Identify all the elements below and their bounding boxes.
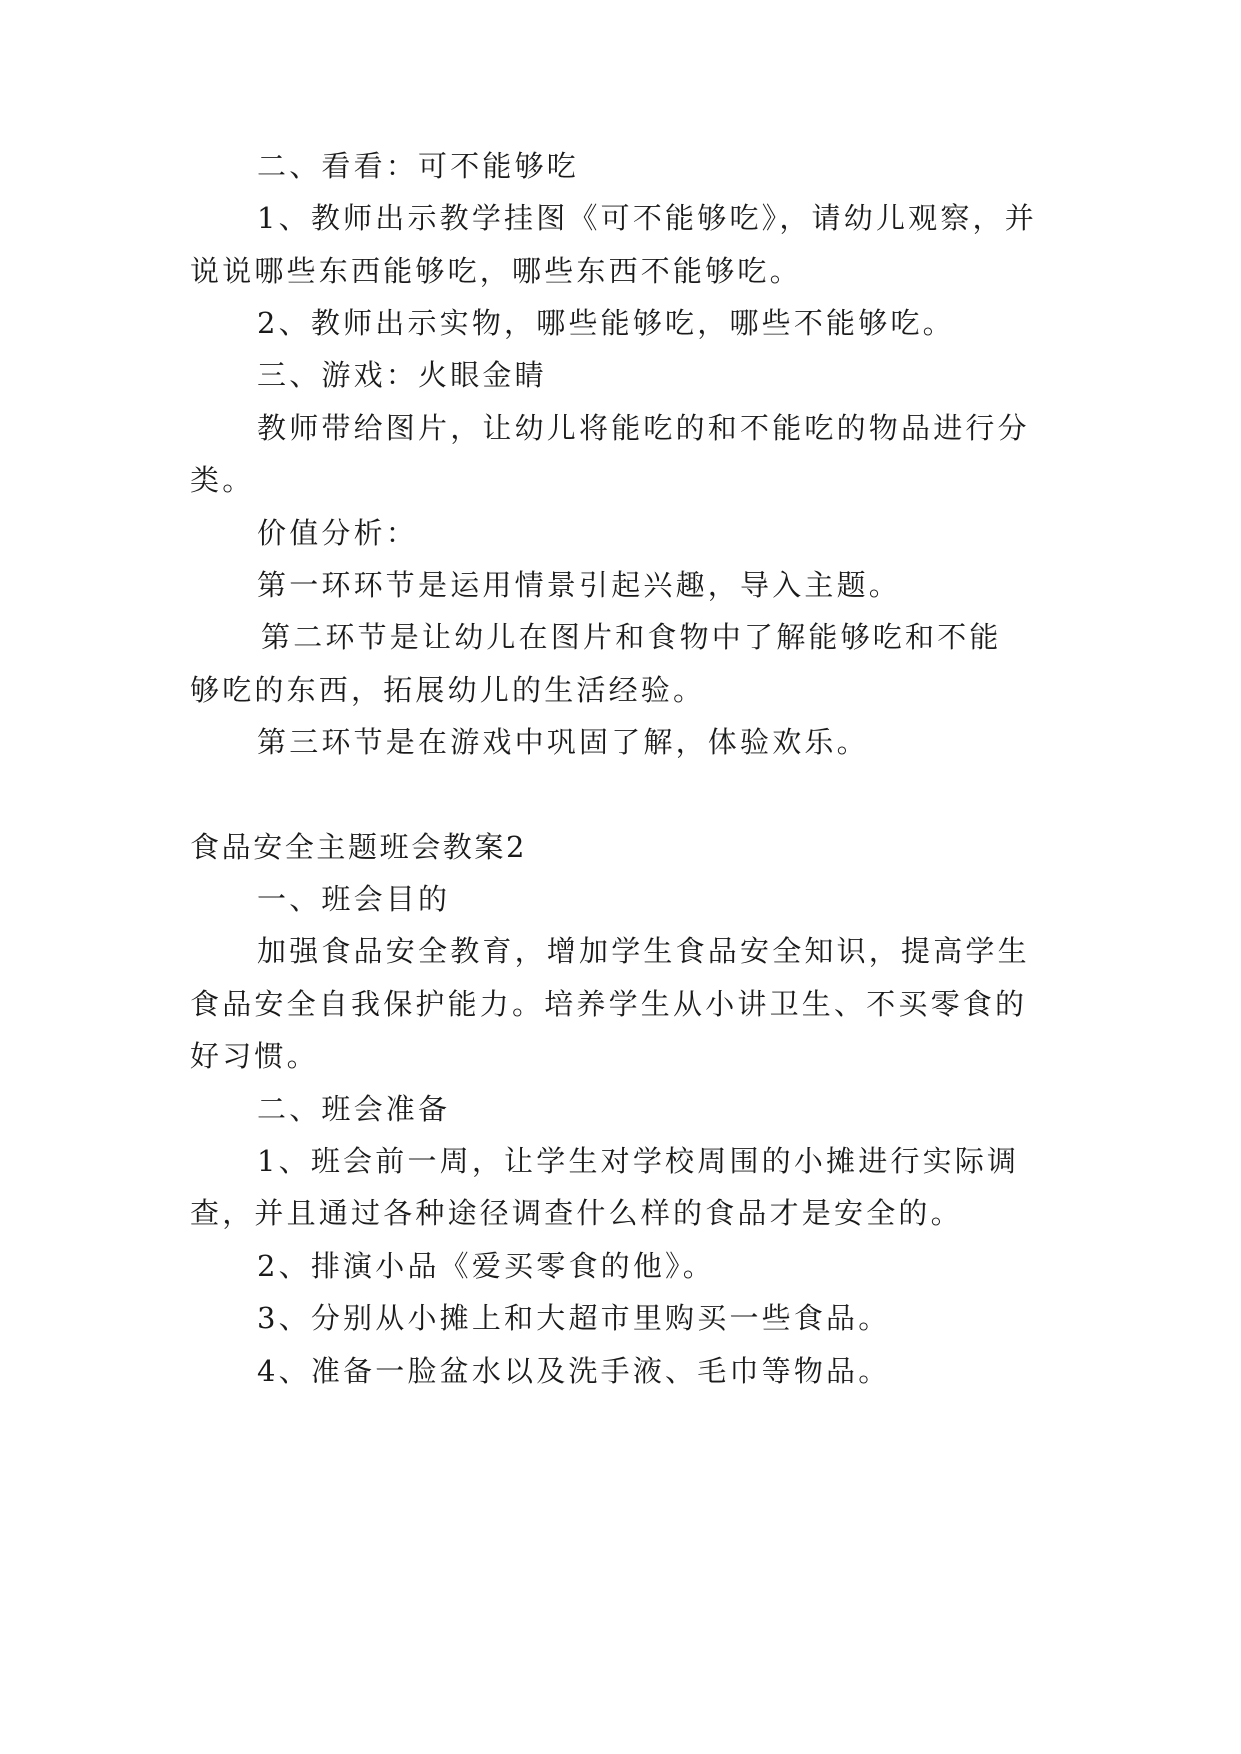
paragraph-line: 第二环节是让幼儿在图片和食物中了解能够吃和不能 (261, 620, 1002, 654)
paragraph-line: 好习惯。 (190, 1039, 319, 1073)
paragraph-line: 第一环环节是运用情景引起兴趣，导入主题。 (257, 568, 902, 602)
paragraph-line: 3、分别从小摊上和大超市里购买一些食品。 (257, 1301, 891, 1335)
paragraph-line: 4、准备一脸盆水以及洗手液、毛巾等物品。 (257, 1354, 891, 1388)
paragraph-line: 类。 (190, 463, 255, 497)
paragraph-line: 食品安全自我保护能力。培养学生从小讲卫生、不买零食的 (190, 987, 1028, 1021)
section-heading-prep: 二、班会准备 (257, 1092, 451, 1126)
paragraph-line: 教师带给图片，让幼儿将能吃的和不能吃的物品进行分 (257, 411, 1030, 445)
section-heading-game: 三、游戏：火眼金睛 (257, 358, 547, 392)
paragraph-line: 1、班会前一周，让学生对学校周围的小摊进行实际调 (257, 1144, 1020, 1178)
paragraph-line: 查，并且通过各种途径调查什么样的食品才是安全的。 (190, 1196, 963, 1230)
section-heading-goal: 一、班会目的 (257, 882, 451, 916)
paragraph-line: 说说哪些东西能够吃，哪些东西不能够吃。 (190, 254, 802, 288)
paragraph-line: 加强食品安全教育，增加学生食品安全知识，提高学生 (257, 934, 1030, 968)
section-heading-look: 二、看看：可不能够吃 (257, 149, 580, 183)
paragraph-line: 1、教师出示教学挂图《可不能够吃》，请幼儿观察，并 (257, 201, 1037, 235)
paragraph-line: 够吃的东西，拓展幼儿的生活经验。 (190, 673, 706, 707)
paragraph-line: 2、教师出示实物，哪些能够吃，哪些不能够吃。 (257, 306, 955, 340)
analysis-heading: 价值分析： (257, 516, 419, 550)
document-title: 食品安全主题班会教案2 (190, 830, 528, 864)
paragraph-line: 2、排演小品《爱买零食的他》。 (257, 1249, 715, 1283)
paragraph-line: 第三环节是在游戏中巩固了解，体验欢乐。 (257, 725, 869, 759)
